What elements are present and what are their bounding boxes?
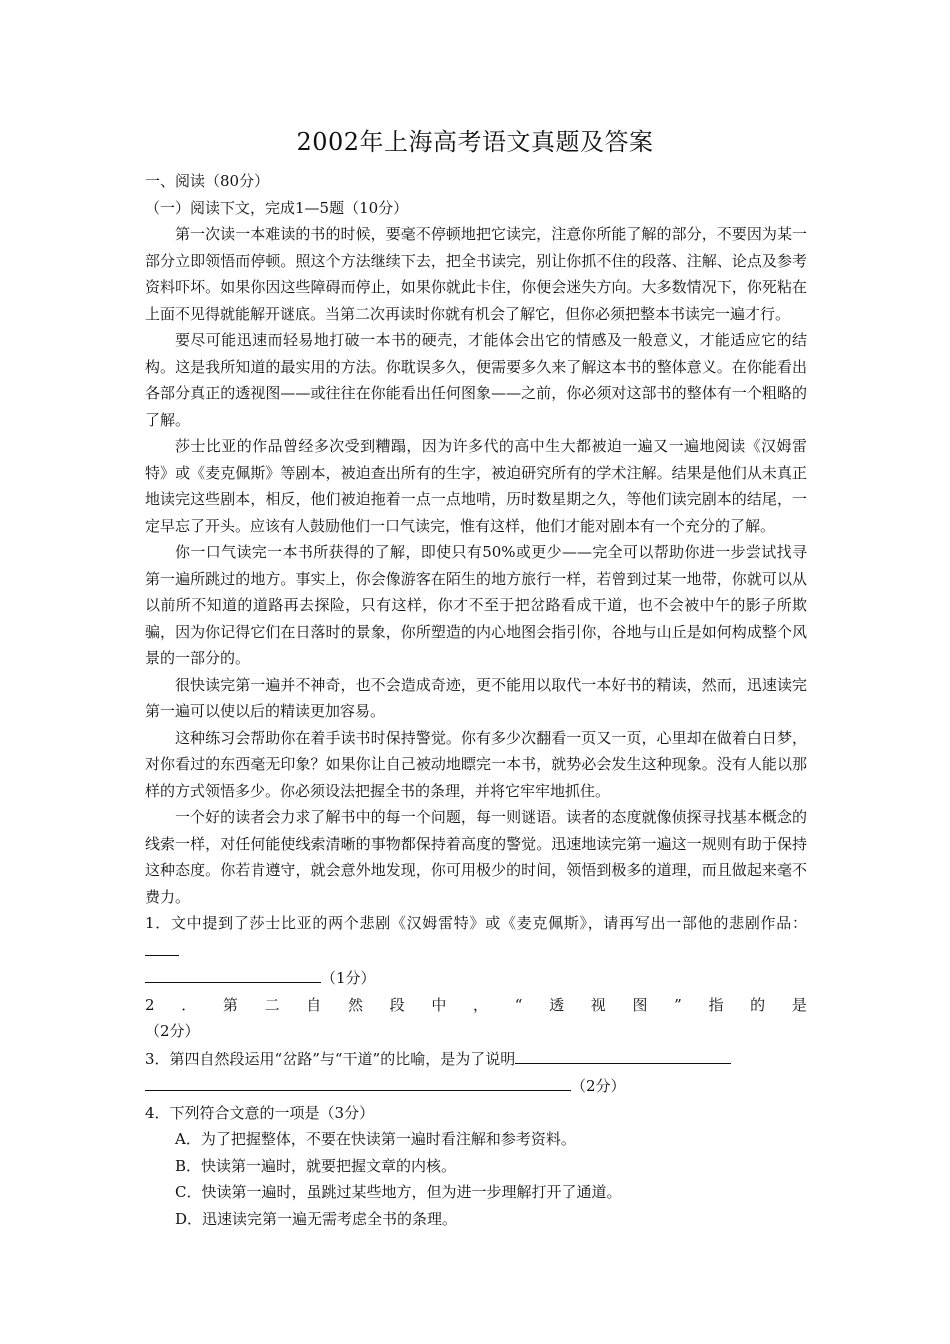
passage-paragraph: 要尽可能迅速而轻易地打破一本书的硬壳，才能体会出它的情感及一般意义，才能适应它的结构。这是我所知道的最实用的方法。你耽误多久，便需要多久来了解这本书的整体意义。在你能看出各部分真正的透视图——或往往在你能看出任何图象——之前，你必须对这部书的整体有一个粗略的了解。 — [145, 331, 807, 429]
answer-blank-3a[interactable] — [515, 1045, 731, 1064]
q2-char: 段 — [389, 995, 405, 1014]
passage-paragraph: 很快读完第一遍并不神奇，也不会造成奇迹，更不能用以取代一本好书的精读，然而，迅速读完第一遍可以使以后的精读更加容易。 — [145, 675, 807, 720]
q2-char: 是 — [791, 995, 807, 1014]
option-a: A．为了把握整体，不要在快读第一遍时看注解和参考资料。 — [175, 1130, 576, 1148]
part-heading: （一）阅读下文，完成1—5题（10分） — [145, 198, 409, 217]
option-c: C．快读第一遍时，虽跳过某些地方，但为进一步理解打开了通道。 — [175, 1183, 622, 1201]
q2-char: ， — [473, 995, 489, 1014]
q2-char: 透 — [549, 995, 565, 1014]
question-2 — [145, 992, 807, 1019]
exam-content — [145, 168, 807, 1232]
q2-char: 中 — [431, 995, 447, 1014]
q2-char: 自 — [306, 995, 322, 1014]
passage-paragraph: 一个好的读者会力求了解书中的每一个问题，每一则谜语。读者的态度就像侦探寻找基本概念的线索一样，对任何能使线索清晰的事物都保持着高度的警觉。迅速地读完第一遍这一规则有助于保持这种态度。你若肯遵守，就会意外地发现，你可用极少的时间，领悟到极多的道理，而且做起来毫不费力。 — [145, 808, 807, 906]
option-b: B．快读第一遍时，就要把握文章的内核。 — [175, 1156, 457, 1175]
passage-paragraph: 莎士比亚的作品曾经多次受到糟蹋，因为许多代的高中生大都被迫一遍又一遍地阅读《汉姆雷特》或《麦克佩斯》等剧本，被迫查出所有的生字，被迫研究所有的学术注解。结果是他们从未真正地读完这些剧本，相反，他们被迫拖着一点一点地啃，历时数星期之久，等他们读完剧本的结尾，一定早忘了开头。应该有人鼓励他们一口气读完，惟有这样，他们才能对剧本有一个充分的了解。 — [145, 437, 807, 535]
question-2-score: （2分） — [145, 1022, 200, 1040]
question-3 — [145, 1045, 807, 1073]
question-3-answer-line — [145, 1072, 807, 1100]
passage-paragraph: 第一次读一本难读的书的时候，要毫不停顿地把它读完，注意你所能了解的部分，不要因为某一部分立即领悟而停顿。照这个方法继续下去，把全书读完，别让你抓不住的段落、注解、论点及参考资料吓坏。如果你因这些障碍而停止，如果你就此卡住，你便会迷失方向。大多数情况下，你死粘在上面不见得就能解开谜底。当第二次再读时你就有机会了解它，但你必须把整本书读完一遍才行。 — [145, 225, 807, 323]
answer-blank-3b[interactable] — [145, 1072, 571, 1091]
answer-blank-1b[interactable] — [145, 964, 321, 983]
q2-char: ” — [674, 995, 682, 1014]
section-heading: 一、阅读（80分） — [145, 172, 270, 190]
answer-blank-1a[interactable] — [145, 937, 179, 956]
q2-char: 二 — [264, 995, 280, 1014]
q2-char: 视 — [590, 995, 606, 1014]
q2-char: 指 — [708, 995, 724, 1014]
passage-paragraph: 这种练习会帮助你在着手读书时保持警觉。你有多少次翻看一页又一页，心里却在做着白日梦，对你看过的东西毫无印象？如果你让自己被动地瞟完一本书，就势必会发生这种现象。没有人能以那样的方式领悟多少。你必须设法把握全书的条理，并将它牢牢地抓住。 — [145, 728, 807, 800]
question-1-score: （1分） — [321, 969, 376, 987]
q2-char: 的 — [750, 995, 766, 1014]
q2-char: “ — [514, 995, 523, 1014]
question-1-text: 1．文中提到了莎士比亚的两个悲剧《汉姆雷特》或《麦克佩斯》，请再写出一部他的悲剧作品： — [145, 914, 807, 932]
passage-paragraph: 你一口气读完一本书所获得的了解，即使只有50%或更少——完全可以帮助你进一步尝试找寻第一遍所跳过的地方。事实上，你会像游客在陌生的地方旅行一样，若曾到过某一地带，你就可以从以前所不知道的道路再去探险，只有这样，你才不至于把岔路看成干道，也不会被中午的影子所欺骗，因为你记得它们在日落时的景象，你所塑造的内心地图会指引你，谷地与山丘是如何构成整个风景的一部分的。 — [145, 543, 807, 667]
q2-char: 图 — [632, 995, 648, 1014]
q2-char: ． — [181, 995, 197, 1014]
page-title: 2002年上海高考语文真题及答案 — [296, 128, 654, 156]
question-1-answer-line — [145, 964, 807, 992]
q2-char: 然 — [347, 995, 363, 1014]
question-3-text: 3．第四自然段运用“岔路”与“干道”的比喻，是为了说明 — [145, 1049, 516, 1068]
question-4: 4．下列符合文意的一项是（3分） — [145, 1103, 375, 1122]
q2-char: 2 — [145, 995, 155, 1014]
question-1 — [145, 910, 807, 964]
q2-char: 第 — [222, 995, 238, 1014]
question-3-score: （2分） — [571, 1077, 626, 1095]
option-d: D．迅速读完第一遍无需考虑全书的条理。 — [175, 1209, 458, 1228]
